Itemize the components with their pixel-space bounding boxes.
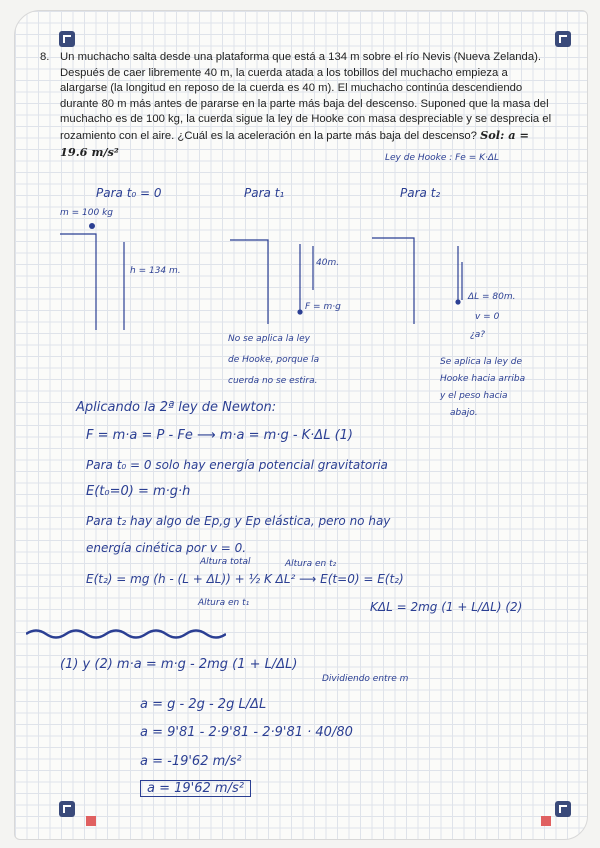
label-t1: Para t₁ — [244, 186, 285, 200]
note-t1-line1: No se aplica la ley — [228, 334, 310, 344]
height-label: h = 134 m. — [130, 266, 181, 276]
note-t1-line2: de Hooke, porque la — [228, 355, 320, 365]
platform-t1 — [230, 240, 268, 324]
energy-t2: E(t₂) = mg (h - (L + ΔL)) + ½ K ΔL² ⟶ E(t=0) = E(t₂) — [86, 572, 404, 586]
jumper-icon-t2 — [455, 299, 460, 304]
problem-text: Un muchacho salta desde una plataforma que está a 134 m sobre el río Nevis (Nueva Zelanda). Después de caer libremente 40 m, la cuerda atada a los tobillos del muchacho empieza a alargarse (la longitud en reposo de la cuerda es 40 m). El muchacho continúa descendiendo durante 80 m más antes de pararse en la parte más baja del descenso. Suponed que la masa del muchacho es de 100 kg, la cuerda sigue la ley de Hooke con masa despreciable y se desprecia el rozamiento con el aire. ¿Cuál es la aceleración en la parte más baja del descenso? — [60, 51, 552, 142]
step-2: a = 9'81 - 2·9'81 - 2·9'81 · 40/80 — [140, 725, 353, 740]
note-t1-line3: cuerda no se estira. — [228, 376, 318, 386]
mass-label: m = 100 kg — [60, 208, 113, 218]
potential-energy-note: Para t₀ = 0 solo hay energía potencial gravitatoria — [86, 458, 388, 472]
final-result: a = 19'62 m/s² — [140, 780, 251, 797]
acceleration-question: ¿a? — [470, 330, 486, 340]
problem-number: 8. — [40, 51, 50, 63]
velocity-label: v = 0 — [475, 312, 500, 322]
problem-solution: Sol: a = 19.6 m/s² — [60, 127, 529, 159]
note-t2-line1: Se aplica la ley de — [440, 357, 523, 367]
hooke-law-note: Ley de Hooke : Fe = K·ΔL — [385, 153, 500, 163]
newton-heading: Aplicando la 2ª ley de Newton: — [76, 400, 277, 415]
t2-energy-line1: Para t₂ hay algo de Ep,g y Ep elástica, pero no hay — [86, 514, 391, 528]
jumper-icon-t0 — [89, 223, 95, 229]
note-t2-line4: abajo. — [450, 408, 478, 418]
step-3: a = -19'62 m/s² — [140, 754, 242, 769]
combine-equations: (1) y (2) m·a = m·g - 2mg (1 + L/ΔL) — [60, 657, 298, 672]
delta-l-label: ΔL = 80m. — [468, 292, 516, 302]
equation-2: KΔL = 2mg (1 + L/ΔL) (2) — [370, 600, 523, 614]
altura-total-label: Altura total — [200, 557, 251, 567]
t2-energy-line2: energía cinética por v = 0. — [86, 541, 247, 555]
equation-1: F = m·a = P - Fe ⟶ m·a = m·g - K·ΔL (1) — [86, 428, 353, 443]
label-t0: Para t₀ = 0 — [96, 186, 162, 200]
altura-t2-label: Altura en t₂ — [285, 559, 337, 569]
jumper-icon-t1 — [297, 309, 302, 314]
platform-t2 — [372, 238, 414, 324]
label-t2: Para t₂ — [400, 186, 441, 200]
note-t2-line3: y el peso hacia — [440, 391, 508, 401]
altura-t1-label: Altura en t₁ — [198, 598, 250, 608]
crossed-out-scribble — [26, 627, 226, 641]
weight-label: F = m·g — [305, 302, 341, 312]
energy-t0: E(t₀=0) = m·g·h — [86, 484, 191, 499]
platform-t0 — [60, 234, 96, 330]
step-1: a = g - 2g - 2g L/ΔL — [140, 697, 267, 712]
divide-note: Dividiendo entre m — [322, 674, 409, 684]
note-t2-line2: Hooke hacia arriba — [440, 374, 526, 384]
rope-length-label: 40m. — [316, 258, 340, 268]
